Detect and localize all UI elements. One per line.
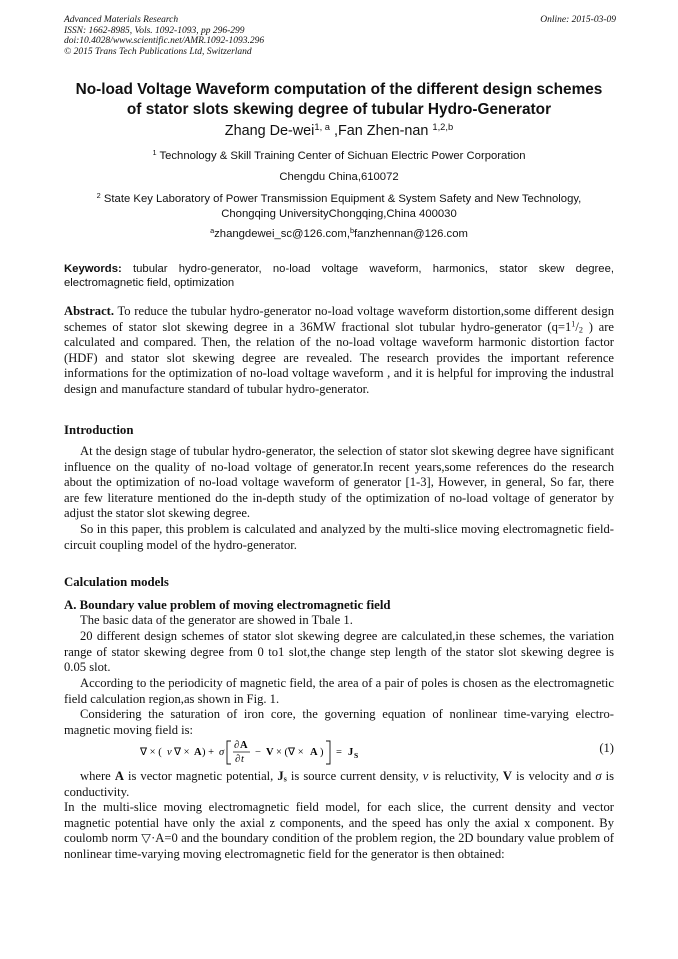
affiliation-1-city: Chengdu China,610072 <box>279 171 399 183</box>
abstract-text-1: To reduce the tubular hydro-generator no-load voltage waveform distortion,some different design schemes of stator slot skewing degree in a 36MW fractional slot tubular hydro-generator (q=1 <box>64 304 614 334</box>
author-separator: , <box>329 123 338 139</box>
governing-equation <box>140 735 614 767</box>
email-b: fanzhennan@126.com <box>354 228 468 240</box>
paper-title <box>40 80 638 120</box>
svg-text:) +: ) + <box>202 747 215 758</box>
calculation-paragraph-4: Considering the saturation of iron core, the governing equation of nonlinear time-varying electro-magnetic moving field is: <box>64 707 614 737</box>
svg-text:−: − <box>255 747 261 758</box>
where-symbol-sigma: σ <box>595 769 602 783</box>
title-line-1: No-load Voltage Waveform computation of the different design schemes <box>75 81 603 98</box>
affiliation-2-text: State Key Laboratory of Power Transmission Equipment & System Safety and New Technology, <box>100 193 582 205</box>
svg-text:A: A <box>194 747 202 758</box>
equation-graphic <box>140 735 540 767</box>
svg-text:∇ ×: ∇ × <box>174 747 190 758</box>
affiliation-2-sup: 2 <box>96 190 101 200</box>
where-text-6: is conductivity. <box>64 769 614 799</box>
svg-text:A: A <box>310 747 318 758</box>
abstract-label: Abstract. <box>64 304 115 318</box>
svg-text:V: V <box>266 747 274 758</box>
svg-text:J: J <box>348 747 354 758</box>
introduction-paragraph-1: At the design stage of tubular hydro-generator, the selection of stator slot skewing degree have significant influence on the quality of no-load voltage of generator.In recent years,some references do the research about the optimization of no-load voltage waveform of generator [1-3], However, in general, So far, there are few literature mentioned do the in-depth study of the optimization of no-load voltage of generator by adjust the stator slot skewing degree. <box>64 444 614 521</box>
where-symbol-V: V <box>502 769 512 783</box>
introduction-heading: Introduction <box>64 423 134 437</box>
keywords-text: tubular hydro-generator, no-load voltage waveform, harmonics, stator skew degree, electromagnetic field, optimization <box>64 263 614 289</box>
author-emails <box>0 227 678 242</box>
abstract-frac-sep: / <box>575 319 579 334</box>
author-1: Zhang De-wei <box>224 123 315 139</box>
calculation-subheading: A. Boundary value problem of moving electromagnetic field <box>64 598 391 612</box>
online-date: Online: 2015-03-09 <box>540 15 616 25</box>
svg-text:∂: ∂ <box>234 740 240 751</box>
where-text-4: is reluctivity, <box>428 769 503 783</box>
journal-header <box>64 15 616 57</box>
title-line-2: of stator slots skewing degree of tubular Hydro-Generator <box>126 101 552 118</box>
where-symbol-Js-sub: s <box>283 774 287 784</box>
svg-text:S: S <box>354 751 359 760</box>
svg-text:σ: σ <box>219 747 225 758</box>
where-symbol-v: v <box>422 769 429 783</box>
calculation-where-paragraph <box>64 769 614 800</box>
where-text-2: is vector magnetic potential, <box>123 769 278 783</box>
calculation-heading: Calculation models <box>64 575 169 589</box>
affiliation-2-city: Chongqing UniversityChongqing,China 400030 <box>221 207 457 220</box>
where-text-1: where <box>80 769 115 783</box>
where-symbol-A: A <box>114 769 124 783</box>
svg-text:=: = <box>336 747 342 758</box>
abstract-block <box>64 304 614 398</box>
where-symbol-Js: J <box>277 769 284 783</box>
calculation-paragraph-5: In the multi-slice moving electromagnetic field model, for each slice, the current density and vector magnetic potential have only the axial z components, and the speed has only the axial x component. By coulomb norm ▽·A=0 and the boundary condition of the problem region, the 2D boundary value problem of nonlinear time-varying moving electromagnetic field for the generator is then obtained: <box>64 800 614 861</box>
keywords-block <box>64 262 614 290</box>
author-list <box>0 122 678 140</box>
email-b-sup: b <box>349 225 355 235</box>
svg-text:ν: ν <box>167 747 172 758</box>
calculation-paragraph-2: 20 different design schemes of stator slot skewing degree are calculated,in these schemes, the variation range of stator skewing degree from 0 to1 slot,the change step length of the stator slot skewing degree is 0.05 slot. <box>64 629 614 675</box>
svg-text:× (∇ ×: × (∇ × <box>276 747 304 758</box>
email-a-sup: a <box>210 225 215 235</box>
introduction-paragraph-2: So in this paper, this problem is calculated and analyzed by the multi-slice moving electromagnetic field-circuit coupling model of the hydro-generator. <box>64 522 614 552</box>
issn-line: ISSN: 1662-8985, Vols. 1092-1093, pp 296-299 <box>64 25 245 36</box>
email-a: zhangdewei_sc@126.com, <box>214 228 350 240</box>
abstract-frac-den: 2 <box>578 325 583 335</box>
affiliation-1-sup: 1 <box>152 147 157 157</box>
calculation-paragraph-1: The basic data of the generator are showed in Tbale 1. <box>80 613 353 627</box>
equation-number: (1) <box>599 741 614 755</box>
keywords-label: Keywords: <box>64 263 122 275</box>
journal-name: Advanced Materials Research <box>64 15 179 25</box>
copyright-line: © 2015 Trans Tech Publications Ltd, Switzerland <box>64 46 252 57</box>
calculation-paragraph-3: According to the periodicity of magnetic field, the area of a pair of poles is chosen as the electromagnetic field calculation region,as shown in Fig. 1. <box>64 676 614 706</box>
author-1-sup: 1, a <box>314 121 330 132</box>
author-2-sup: 1,2,b <box>432 121 454 132</box>
abstract-text-2: ) are calculated and compared. Then, the relation of the no-load voltage waveform harmonic distortion factor (HDF) and stator slot skewing degree are revealed. The research provides the important reference informations for the optimization of no-load voltage waveform , and it is helpful for improving the industral design and manufacture standard of tubular hydro-generator. <box>64 319 614 396</box>
svg-text:A: A <box>240 740 248 751</box>
svg-text:∇ × (: ∇ × ( <box>140 747 162 758</box>
svg-text:t: t <box>241 754 244 765</box>
affiliation-1-text: Technology & Skill Training Center of Sichuan Electric Power Corporation <box>156 150 526 162</box>
abstract-frac-num: 1 <box>571 319 576 329</box>
author-2: Fan Zhen-nan <box>337 123 433 139</box>
affiliation-1 <box>0 149 678 164</box>
affiliation-2 <box>0 192 678 221</box>
where-text-5: is velocity and <box>512 769 596 783</box>
svg-text:∂: ∂ <box>235 754 241 765</box>
where-text-3: is source current density, <box>286 769 423 783</box>
doi-line: doi:10.4028/www.scientific.net/AMR.1092-1093.296 <box>64 36 265 47</box>
svg-text:): ) <box>320 747 324 758</box>
